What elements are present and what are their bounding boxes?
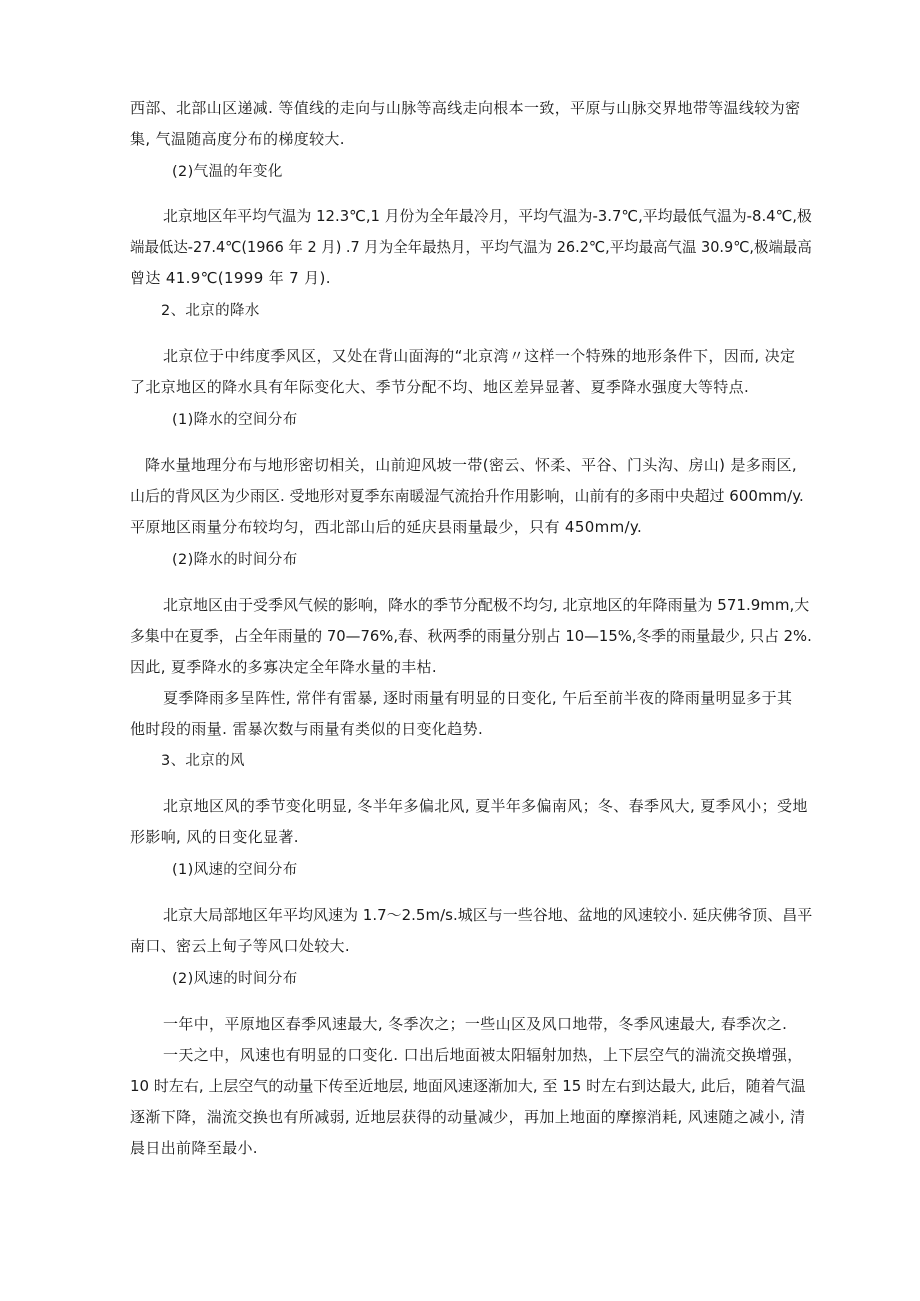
paragraph-line: 山后的背风区为少雨区. 受地形对夏季东南暖湿气流抬升作用影响，山前有的多雨中央超过 600mm∕y. (130, 487, 804, 505)
section-heading: (2)降水的时间分布 (172, 552, 298, 568)
paragraph-line: 多集中在夏季，占全年雨量的 70—76%,春、秋两季的雨量分别占 10—15%,冬季的雨量最少, 只占 2%. (130, 627, 812, 645)
paragraph-line: 因此, 夏季降水的多寡决定全年降水量的丰枯. (130, 658, 438, 676)
paragraph-line: 北京地区由于受季风气候的影响，降水的季节分配极不均匀, 北京地区的年降雨量为 571.9mm,大 (163, 596, 810, 614)
paragraph-line: 了北京地区的降水具有年际变化大、季节分配不均、地区差异显著、夏季降水强度大等特点. (130, 378, 750, 396)
paragraph-line: 北京地区年平均气温为 12.3℃,1 月份为全年最冷月，平均气温为-3.7℃,平均最低气温为-8.4℃,极 (163, 207, 812, 225)
section-heading: (1)降水的空间分布 (172, 412, 298, 428)
paragraph-line: 一天之中，风速也有明显的口变化. 口出后地面被太阳辐射加热，上下层空气的湍流交换增强， (163, 1046, 803, 1064)
section-heading: (2)气温的年变化 (172, 164, 283, 180)
paragraph-line: 平原地区雨量分布较均匀，西北部山后的延庆县雨量最少，只有 450mm∕y. (130, 518, 643, 536)
paragraph-line: 曾达 41.9℃(1999 年 7 月). (130, 269, 331, 287)
paragraph-line: 一年中，平原地区春季风速最大, 冬季次之；一些山区及风口地带，冬季风速最大, 春季次之. (163, 1015, 788, 1033)
section-heading: 2、北京的降水 (161, 303, 260, 319)
section-heading: 3、北京的风 (161, 753, 245, 769)
paragraph-line: 西部、北部山区递减. 等值线的走向与山脉等高线走向根本一致，平原与山脉交界地带等温线较为密 (130, 99, 801, 117)
paragraph-line: 他时段的雨量. 雷暴次数与雨量有类似的日变化趋势. (130, 720, 484, 738)
paragraph-line: 南口、密云上甸子等风口处较大. (130, 937, 351, 955)
paragraph-line: 北京位于中纬度季风区，又处在背山面海的“北京湾〃这样一个特殊的地形条件下，因而, 决定 (163, 347, 796, 365)
paragraph-line: 形影响, 风的日变化显著. (130, 828, 299, 846)
section-heading: (2)风速的时间分布 (172, 971, 298, 987)
paragraph-line: 10 时左右, 上层空气的动量下传至近地层, 地面风速逐渐加大, 至 15 时左右到达最大, 此后，随着气温 (130, 1077, 806, 1095)
paragraph-line: 晨日出前降至最小. (130, 1139, 258, 1157)
paragraph-line: 北京大局部地区年平均风速为 1.7～2.5m∕s.城区与一些谷地、盆地的风速较小. 延庆佛爷顶、昌平 (163, 906, 813, 924)
paragraph-line: 降水量地理分布与地形密切相关，山前迎风坡一带(密云、怀柔、平谷、门头沟、房山) 是多雨区, (145, 456, 797, 474)
paragraph-line: 端最低达-27.4℃(1966 年 2 月) .7 月为全年最热月，平均气温为 26.2℃,平均最高气温 30.9℃,极端最高 (130, 238, 812, 256)
paragraph-line: 北京地区风的季节变化明显, 冬半年多偏北风, 夏半年多偏南风；冬、春季风大, 夏季风小；受地 (163, 797, 808, 815)
paragraph-line: 集, 气温随高度分布的梯度较大. (130, 130, 345, 148)
section-heading: (1)风速的空间分布 (172, 862, 298, 878)
paragraph-line: 夏季降雨多呈阵性, 常伴有雷暴, 逐时雨量有明显的日变化, 午后至前半夜的降雨量明显多于其 (163, 689, 793, 707)
paragraph-line: 逐渐下降，湍流交换也有所减弱, 近地层获得的动量减少，再加上地面的摩擦消耗, 风速随之减小, 清 (130, 1108, 806, 1126)
